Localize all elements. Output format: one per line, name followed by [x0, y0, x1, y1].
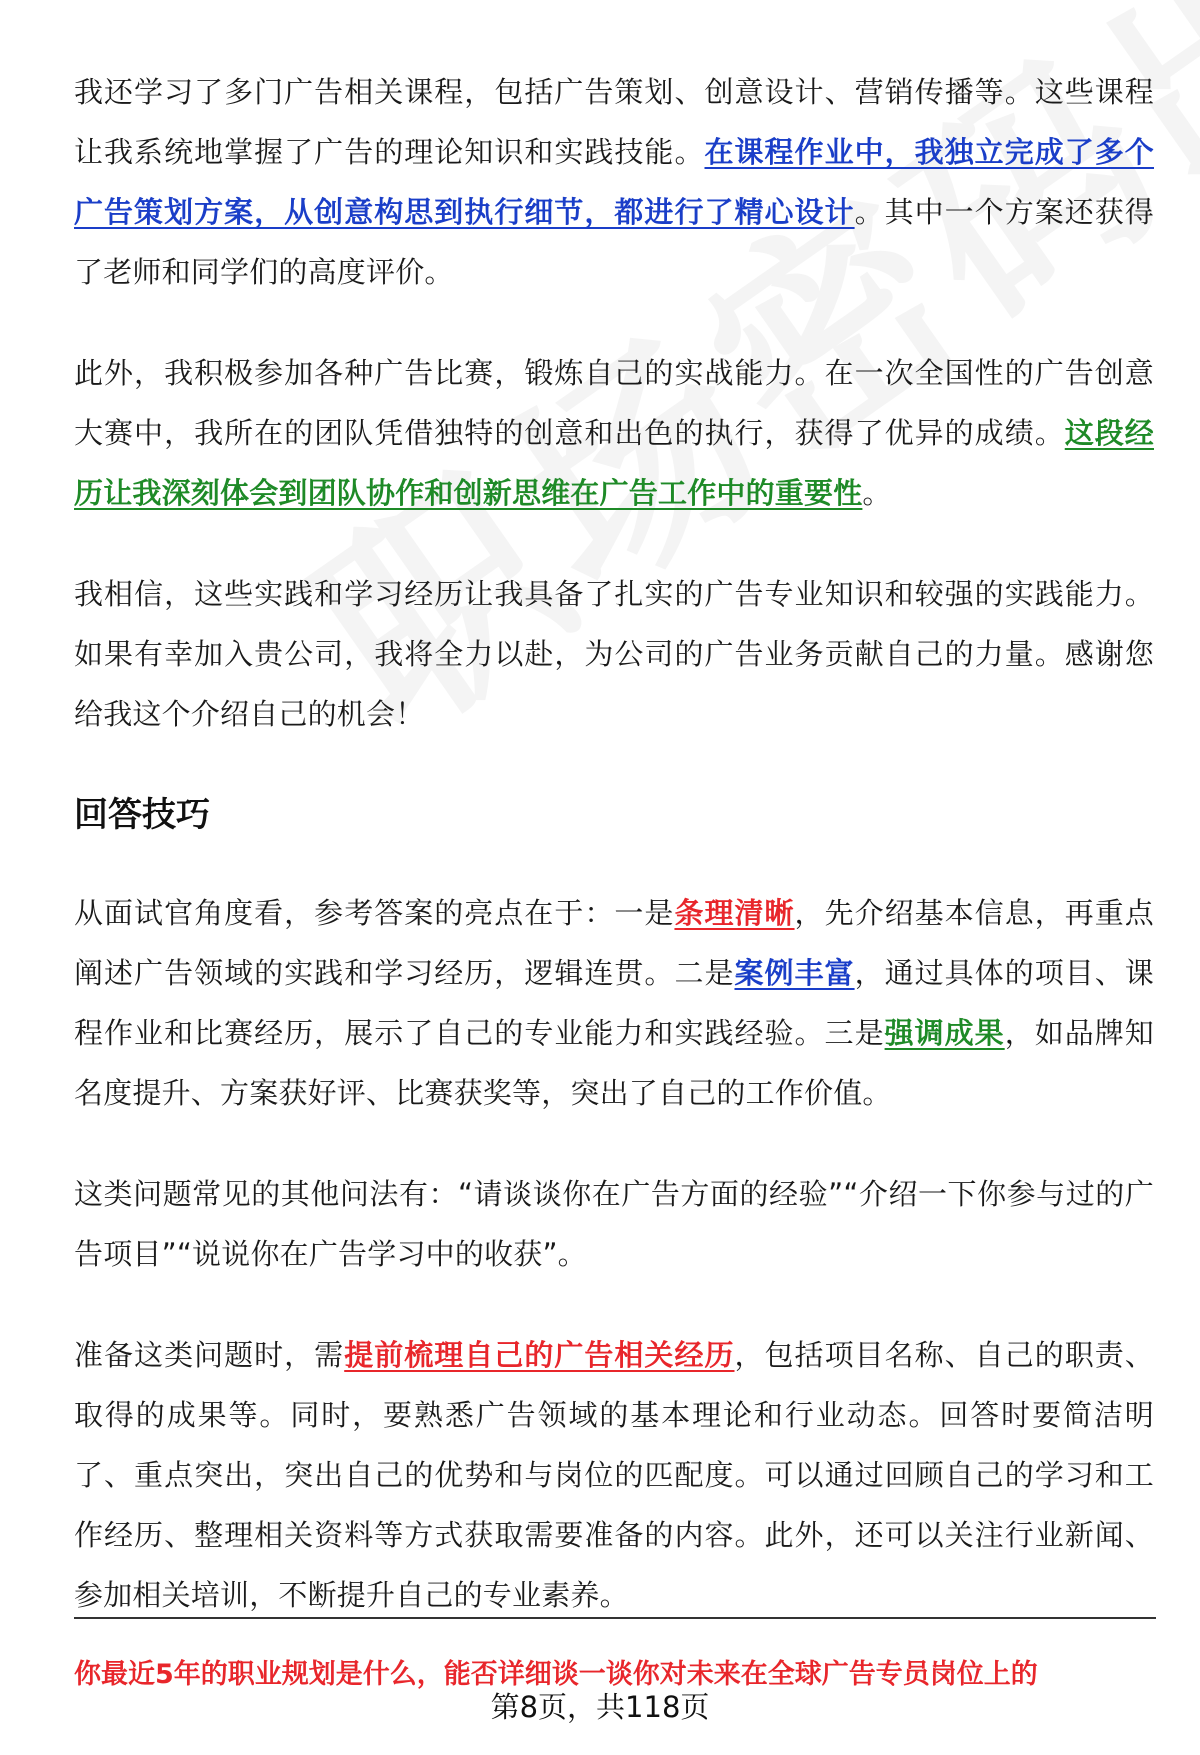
paragraph-text: 我还学习了多门广告相关课程，包括广告策划、创意设计、营销传播等。这些课程让我系统地掌握了广告的理论知识和实践技能。	[74, 75, 1154, 169]
next-question-heading: 你最近5年的职业规划是什么，能否详细谈一谈你对未来在全球广告专员岗位上的	[74, 1659, 1038, 1690]
highlight-green: 这段经历让我深刻体会到团队协作和创新思维在广告工作中的重要性	[74, 416, 1154, 510]
keyword-red: 条理清晰	[674, 896, 795, 930]
paragraph-text: 此外，我积极参加各种广告比赛，锻炼自己的实战能力。在一次全国性的广告创意大赛中，我所在的团队凭借独特的创意和出色的执行，获得了优异的成绩。	[74, 356, 1154, 450]
tips-paragraph-highlights	[74, 883, 1154, 1123]
paragraph-text: ，包括项目名称、自己的职责、取得的成果等。同时，要熟悉广告领域的基本理论和行业动态。回答时要简洁明了、重点突出，突出自己的优势和与岗位的匹配度。可以通过回顾自己的学习和工作经历、整理相关资料等方式获取需要准备的内容。此外，还可以关注行业新闻、参加相关培训，不断提升自己的专业素养。	[74, 1338, 1154, 1612]
paragraph-courses	[74, 62, 1154, 302]
paragraph-text: ，通过具体的项目、课程作业和比赛经历，展示了自己的专业能力和实践经验。三是	[74, 956, 1154, 1050]
tips-paragraph-variants: 这类问题常见的其他问法有：“请谈谈你在广告方面的经验”“介绍一下你参与过的广告项目”“说说你在广告学习中的收获”。	[74, 1177, 1154, 1271]
keyword-blue: 案例丰富	[734, 956, 855, 990]
tips-paragraph-preparation	[74, 1325, 1154, 1625]
keyword-green: 强调成果	[884, 1016, 1005, 1050]
paragraph-competitions	[74, 343, 1154, 523]
paragraph-conclusion: 我相信，这些实践和学习经历让我具备了扎实的广告专业知识和较强的实践能力。如果有幸加入贵公司，我将全力以赴，为公司的广告业务贡献自己的力量。感谢您给我这个介绍自己的机会！	[74, 577, 1154, 731]
keyword-red: 提前梳理自己的广告相关经历	[344, 1338, 735, 1372]
paragraph-text: ，先介绍基本信息，再重点阐述广告领域的实践和学习经历，逻辑连贯。二是	[74, 896, 1154, 990]
paragraph-text: 。	[862, 476, 892, 510]
document-body	[74, 62, 1154, 1666]
paragraph-text: 从面试官角度看，参考答案的亮点在于：一是	[74, 896, 675, 930]
section-title: 回答技巧	[74, 795, 210, 835]
highlight-blue: 在课程作业中，我独立完成了多个广告策划方案，从创意构思到执行细节，都进行了精心设计	[74, 135, 1154, 229]
paragraph-text: ，如品牌知名度提升、方案获好评、比赛获奖等，突出了自己的工作价值。	[74, 1016, 1154, 1110]
divider	[74, 1617, 1156, 1619]
paragraph-text: 准备这类问题时，需	[74, 1338, 345, 1372]
paragraph-text: 。其中一个方案还获得了老师和同学们的高度评价。	[74, 195, 1154, 289]
page-number: 第8页，共118页	[490, 1690, 710, 1724]
